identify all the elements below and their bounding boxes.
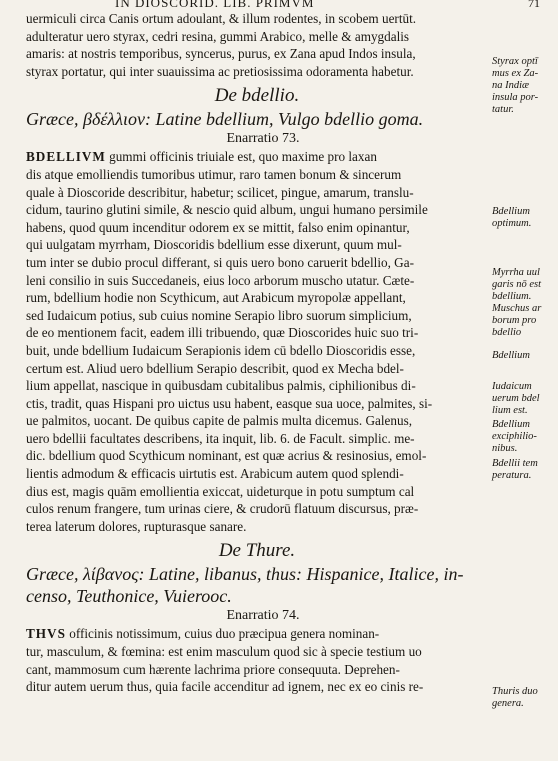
margin-note-line: Myrrha uul	[492, 267, 540, 278]
margin-note-exciphilio	[492, 419, 537, 455]
margin-note-line: lium est.	[492, 405, 528, 416]
margin-note-line: Bdellium	[492, 419, 530, 430]
margin-note-line: exciphilio-	[492, 431, 537, 442]
margin-note-bdellium-optimum	[492, 206, 531, 230]
text-line: cidum, taurino glutini simile, & nescio quid album, ungui humano persimile	[26, 202, 428, 218]
text-line: quale à Dioscoride describitur, habetur; scilicet, pingue, amarum, translu-	[26, 184, 414, 200]
margin-note-line: Muschus ar	[492, 303, 542, 314]
margin-note-line: insula por-	[492, 92, 539, 103]
text-line: rum, bdellium hodie non Scythicum, aut Arabicum myropolæ appellant,	[26, 290, 406, 306]
text-line: certum est. Aliud uero bdellium Serapio describit, quod ex Mecha bdel-	[26, 360, 404, 376]
enarratio-73-label: Enarratio 73.	[226, 131, 300, 147]
text-line: dis atque emolliendis tumoribus utimur, raro tamen bonum & sincerum	[26, 166, 402, 182]
margin-note-line: peratura.	[492, 470, 532, 481]
text-line: cant, mammosum cum hærente lachrima priore consequuta. Deprehen-	[26, 661, 400, 677]
page-number: 71	[528, 0, 540, 10]
text-line: buit, unde bdellium Iudaicum Serapionis idem cū bdello Dioscoridis esse,	[26, 342, 416, 358]
text-line: dius est, magis quām emollientia exiccat, uideturque in potu sumptum cal	[26, 483, 415, 499]
text-line: qui uulgatam myrrham, Dioscoridis bdellium esse dixerunt, quum mul-	[26, 237, 402, 253]
initial-word: THVS	[26, 626, 66, 642]
text-line: habens, quod quum incenditur odorem ex se mittit, falso enim opinantur,	[26, 219, 410, 235]
initial-word: BDELLIVM	[26, 149, 106, 165]
margin-note-styrax	[492, 56, 538, 116]
main-text-column	[26, 10, 488, 696]
text-line: lium appellat, nascique in quibusdam cubitalibus palmis, ciphilionibus di-	[26, 378, 416, 394]
margin-note-myrrha	[492, 267, 541, 303]
margin-note-line: genera.	[492, 698, 524, 709]
margin-note-line: Bdellium	[492, 206, 530, 217]
margin-note-iudaicum	[492, 381, 540, 417]
text-line: uero bdellii facultates describens, ita inquit, lib. 6. de Facult. simplic. me-	[26, 430, 415, 446]
margin-notes-column	[492, 0, 558, 761]
margin-note-line: bdellio	[492, 327, 522, 338]
text-line: ctis, tradit, quas Hispani pro uictus usu habent, easque sua uoce, palmites, si-	[26, 395, 433, 411]
text-fragment: officinis notissimum, cuius duo præcipua genera nominan-	[65, 626, 380, 642]
margin-note-line: mus ex Za-	[492, 68, 539, 79]
margin-note-line: borum pro	[492, 315, 537, 326]
margin-note-bdellium	[492, 350, 530, 362]
enarratio-74-label: Enarratio 74.	[226, 608, 300, 624]
margin-note-line: Bdellii tem	[492, 458, 538, 469]
running-title: IN DIOSCORID. LIB. PRIMVM	[115, 0, 315, 10]
text-line: uermiculi circa Canis ortum adoulant, & illum rodentes, in scobem uertūt.	[26, 11, 417, 26]
names-line-thure: Græce, λίβανος: Latine, libanus, thus: Hispanice, Italice, in-	[26, 564, 464, 585]
text-line: amaris: at nostris temporibus, syncerus, purus, ex Zana apud Indos insula,	[26, 46, 416, 62]
text-line: tum inter se dubio procul differant, si quis uero bono caruerit bdellio, Ga-	[26, 254, 414, 270]
text-line	[26, 625, 488, 643]
text-line: dic. bdellium quod Scythicum nominant, est quæ acrius & resinosius, emol-	[26, 448, 427, 464]
text-line: ue palmitos, uocant. De quibus capite de palmis multa dicemus. Galenus,	[26, 413, 413, 429]
margin-note-line: Bdellium	[492, 350, 530, 361]
margin-note-line: na Indiæ	[492, 80, 530, 91]
text-line	[26, 148, 488, 166]
margin-note-line: bdellium.	[492, 291, 532, 302]
margin-note-line: Styrax optī	[492, 56, 538, 67]
margin-note-line: optimum.	[492, 218, 532, 229]
text-line: culos renum frangere, tum urinas ciere, & crudorū flatuum discursus, præ-	[26, 501, 419, 517]
margin-note-line: Iudaicum	[492, 381, 532, 392]
text-line: de eo mentionem facit, eadem illi tribuendo, quæ Dioscorides huic suo tri-	[26, 325, 419, 341]
text-line: tur, masculum, & fœmina: est enim masculum quod sic à specie testium uo	[26, 644, 422, 660]
text-line: adulteratur uero styrax, cedri resina, gummi Arabico, melle & amygdalis	[26, 28, 410, 44]
text-line: terea laterum dolores, rupturasque sanare.	[26, 518, 247, 534]
text-line: leni consilio in suis Succedaneis, eius loco arborum muscho utatur. Cæte-	[26, 272, 415, 288]
margin-note-line: uerum bdel	[492, 393, 540, 404]
margin-note-thuris	[492, 686, 538, 710]
section-heading-bdellio: De bdellio.	[214, 85, 300, 107]
names-line-thure: censo, Teuthonice, Vuierooc.	[26, 586, 232, 607]
margin-note-muschus	[492, 303, 541, 339]
names-line-bdellio: Græce, βδέλλιον: Latine bdellium, Vulgo bdellio goma.	[26, 109, 424, 130]
margin-note-line: garis nō est	[492, 279, 542, 290]
text-line: lientis admodum & efficacis uirtutis est. Arabicum autem quod splendi-	[26, 466, 404, 482]
text-fragment: gummi officinis triuiale est, quo maxime pro laxan	[105, 149, 377, 165]
section-heading-thure: De Thure.	[218, 540, 296, 562]
text-line: ditur autem uerum thus, quia facile accenditur ad ignem, nec ex eo cinis re-	[26, 679, 424, 695]
margin-note-line: tatur.	[492, 104, 514, 115]
margin-note-line: Thuris duo	[492, 686, 538, 697]
text-line: styrax portatur, qui inter suauissima ac pretiosissima odoramenta habetur.	[26, 63, 414, 79]
text-line: sed Iudaicum potius, sub cuius nomine Serapio libro suorum simplicium,	[26, 307, 412, 323]
margin-note-bdellii-temperatura	[492, 458, 538, 482]
margin-note-line: nibus.	[492, 443, 518, 454]
